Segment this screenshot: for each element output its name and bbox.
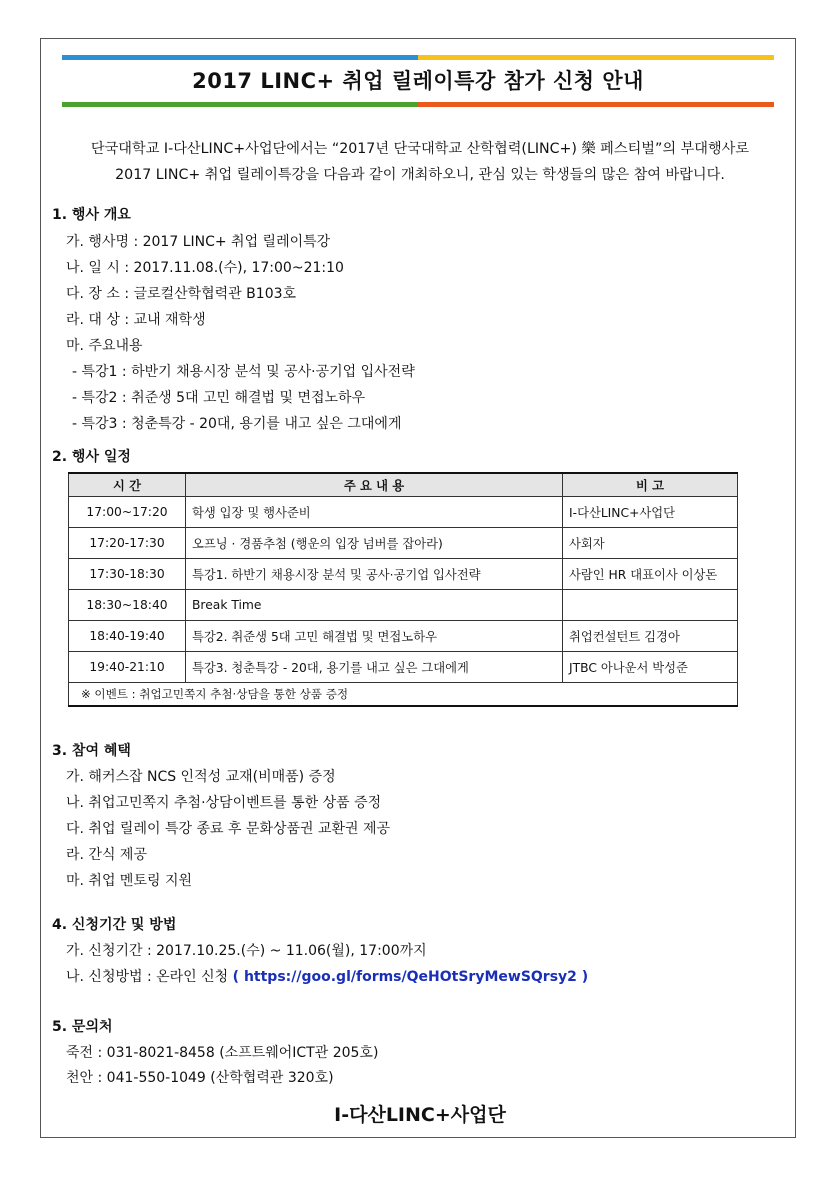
organization-footer: I-다산LINC+사업단 <box>334 1104 506 1126</box>
section3-item: 라. 간식 제공 <box>66 847 147 863</box>
intro-paragraph <box>40 136 800 188</box>
row-time: 18:30~18:40 <box>69 590 186 621</box>
section1-item: 다. 장 소 : 글로컬산학협력관 B103호 <box>66 286 297 302</box>
row-content: 학생 입장 및 행사준비 <box>186 497 563 528</box>
title-bar-bottom-orange <box>418 102 774 107</box>
table-note-row <box>69 683 738 707</box>
row-time: 17:00~17:20 <box>69 497 186 528</box>
row-time: 17:30-18:30 <box>69 559 186 590</box>
row-content: 특강3. 청춘특강 - 20대, 용기를 내고 싶은 그대에게 <box>186 652 563 683</box>
row-note <box>563 590 738 621</box>
title-banner <box>62 55 774 107</box>
title-bar-top-blue <box>62 55 418 60</box>
table-row <box>69 590 738 621</box>
header-note: 비 고 <box>563 473 738 497</box>
schedule-table <box>68 472 738 707</box>
intro-line-2: 2017 LINC+ 취업 릴레이특강을 다음과 같이 개최하오니, 관심 있는 학생들의 많은 참여 바랍니다. <box>115 167 725 183</box>
section2-heading: 2. 행사 일정 <box>52 449 131 465</box>
row-note: 사람인 HR 대표이사 이상돈 <box>563 559 738 590</box>
intro-line-1: 단국대학교 I-다산LINC+사업단에서는 “2017년 단국대학교 산학협력(LINC+) 樂 페스티벌”의 부대행사로 <box>90 141 750 157</box>
table-row <box>69 528 738 559</box>
section1-subitem: - 특강2 : 취준생 5대 고민 해결법 및 면접노하우 <box>72 390 366 406</box>
row-content: 특강1. 하반기 채용시장 분석 및 공사·공기업 입사전략 <box>186 559 563 590</box>
section3-item: 가. 해커스잡 NCS 인적성 교재(비매품) 증정 <box>66 769 336 785</box>
application-form-link[interactable]: ( https://goo.gl/forms/QeHOtSryMewSQrsy2 ) <box>232 969 589 985</box>
table-row <box>69 497 738 528</box>
row-note: 사회자 <box>563 528 738 559</box>
row-time: 18:40-19:40 <box>69 621 186 652</box>
row-note: 취업컨설턴트 김경아 <box>563 621 738 652</box>
contact-item: 죽전 : 031-8021-8458 (소프트웨어ICT관 205호) <box>66 1045 379 1061</box>
section1-item: 나. 일 시 : 2017.11.08.(수), 17:00~21:10 <box>66 260 344 276</box>
application-method-label: 나. 신청방법 : 온라인 신청 <box>66 969 233 985</box>
section5-heading: 5. 문의처 <box>52 1019 113 1035</box>
application-method <box>66 966 588 986</box>
section1-item: 가. 행사명 : 2017 LINC+ 취업 릴레이특강 <box>66 234 331 250</box>
table-row <box>69 652 738 683</box>
row-content: 특강2. 취준생 5대 고민 해결법 및 면접노하우 <box>186 621 563 652</box>
section3-item: 나. 취업고민쪽지 추첨·상담이벤트를 통한 상품 증정 <box>66 795 382 811</box>
page-title: 2017 LINC+ 취업 릴레이특강 참가 신청 안내 <box>192 69 644 93</box>
section1-item: 마. 주요내용 <box>66 338 143 354</box>
row-time: 17:20-17:30 <box>69 528 186 559</box>
title-bar-bottom-green <box>62 102 418 107</box>
row-note: JTBC 아나운서 박성준 <box>563 652 738 683</box>
table-row <box>69 621 738 652</box>
event-note: ※ 이벤트 : 취업고민쪽지 추첨·상담을 통한 상품 증정 <box>69 683 738 707</box>
table-header-row <box>69 473 738 497</box>
row-content: Break Time <box>186 590 563 621</box>
section1-subitem: - 특강1 : 하반기 채용시장 분석 및 공사·공기업 입사전략 <box>72 364 415 380</box>
section1-item: 라. 대 상 : 교내 재학생 <box>66 312 206 328</box>
section1-heading: 1. 행사 개요 <box>52 207 131 223</box>
title-bar-top-yellow <box>418 55 774 60</box>
section3-item: 마. 취업 멘토링 지원 <box>66 873 192 889</box>
section3-item: 다. 취업 릴레이 특강 종료 후 문화상품권 교환권 제공 <box>66 821 391 837</box>
header-content: 주 요 내 용 <box>186 473 563 497</box>
section3-heading: 3. 참여 혜택 <box>52 743 131 759</box>
section4-heading: 4. 신청기간 및 방법 <box>52 917 177 933</box>
row-time: 19:40-21:10 <box>69 652 186 683</box>
row-note: I-다산LINC+사업단 <box>563 497 738 528</box>
table-row <box>69 559 738 590</box>
section1-subitem: - 특강3 : 청춘특강 - 20대, 용기를 내고 싶은 그대에게 <box>72 416 402 432</box>
row-content: 오프닝 · 경품추첨 (행운의 입장 넘버를 잡아라) <box>186 528 563 559</box>
header-time: 시 간 <box>69 473 186 497</box>
contact-item: 천안 : 041-550-1049 (산학협력관 320호) <box>66 1070 334 1086</box>
application-period: 가. 신청기간 : 2017.10.25.(수) ~ 11.06(월), 17:00까지 <box>66 943 427 959</box>
